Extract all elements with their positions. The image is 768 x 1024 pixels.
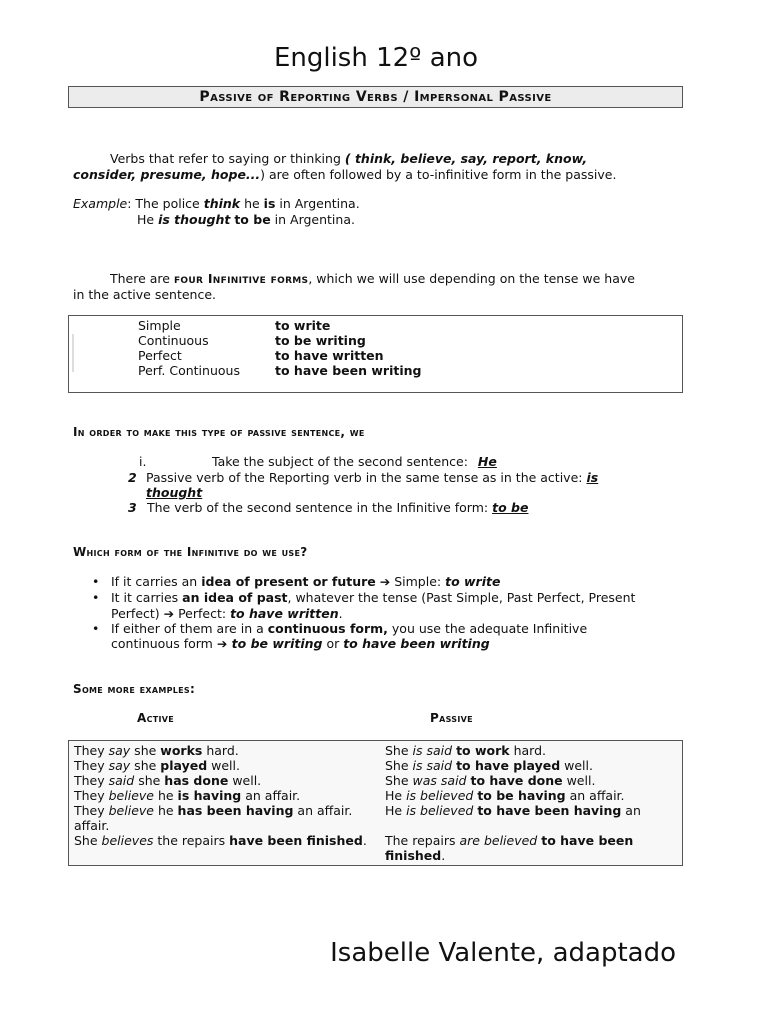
bullet-text: . <box>338 606 343 621</box>
step-number: 3 <box>128 500 137 515</box>
intro-verbs: ( think, believe, say, report, know, <box>344 151 588 166</box>
bullet-form: to have written <box>230 606 339 621</box>
step-number: 2 <box>128 470 137 485</box>
bullet-item-1 <box>111 574 500 590</box>
subtitle-banner: Passive of Reporting Verbs / Impersonal Passive <box>68 86 683 108</box>
margin-mark <box>72 334 74 372</box>
bullet-emphasis: an idea of past <box>182 590 288 605</box>
form-name: Perf. Continuous <box>138 363 240 378</box>
page-title: English 12º ano <box>273 43 479 73</box>
intro-line-2 <box>73 167 616 183</box>
bullet-item-2 <box>111 590 635 606</box>
form-value: to be writing <box>275 333 366 348</box>
bullet-emphasis: idea of present or future <box>201 574 376 589</box>
form-value: to have been writing <box>275 363 422 378</box>
step-answer: to be <box>492 500 529 515</box>
active-example: They believe he has been having an affair. <box>74 803 353 818</box>
bullet-icon: • <box>92 574 100 589</box>
step-1 <box>212 454 497 470</box>
active-example: They said she has done well. <box>74 773 262 788</box>
step-answer: thought <box>146 485 203 500</box>
active-example: They say she played well. <box>74 758 240 773</box>
bullet-emphasis: continuous form, <box>267 621 388 636</box>
step-text: Take the subject of the second sentence: <box>212 454 468 469</box>
step-number: i. <box>139 454 147 469</box>
form-name: Continuous <box>138 333 209 348</box>
example-text: He <box>137 212 159 227</box>
passive-example-cont: finished. <box>385 848 446 863</box>
forms-intro-emphasis: four Infinitive forms <box>173 271 309 286</box>
bullet-text: or <box>322 636 344 651</box>
active-example: They believe he is having an affair. <box>74 788 301 803</box>
example-line-2 <box>137 212 355 228</box>
bullet-text: Perfect) ➔ Perfect: <box>111 606 231 621</box>
bullet-icon: • <box>92 621 100 636</box>
examples-table <box>68 740 683 866</box>
intro-verbs-2: consider, presume, hope... <box>73 167 261 182</box>
step-3 <box>147 500 528 516</box>
bullet-form: ➔ to be writing <box>216 636 323 651</box>
bullet-text: ➔ Simple: <box>375 574 446 589</box>
step-text: The verb of the second sentence in the Infinitive form: <box>147 500 489 515</box>
bullet-text: If it carries an <box>111 574 202 589</box>
intro-text-2: ) are often followed by a to-infinitive form in the passive. <box>260 167 617 182</box>
forms-intro-text: There are <box>110 271 174 286</box>
bullet-item-3 <box>111 621 587 637</box>
example-text: he <box>240 196 264 211</box>
form-value: to have written <box>275 348 384 363</box>
example-text: in Argentina. <box>275 196 360 211</box>
footer-credit: Isabelle Valente, adaptado <box>330 938 676 968</box>
example-word: think <box>203 196 241 211</box>
bullet-icon: • <box>92 590 100 605</box>
active-example: She believes the repairs have been finished. <box>74 833 367 848</box>
passive-example: The repairs are believed to have been <box>385 833 634 848</box>
bullet-text: It it carries <box>111 590 183 605</box>
example-word: is <box>263 196 276 211</box>
step-answer: is <box>586 470 599 485</box>
passive-example: He is believed to be having an affair. <box>385 788 625 803</box>
steps-heading: In order to make this type of passive sentence, we <box>73 425 365 439</box>
which-heading: Which form of the Infinitive do we use? <box>73 545 308 559</box>
intro-line-1 <box>110 151 587 167</box>
step-answer: He <box>477 454 497 469</box>
example-word: is thought <box>158 212 231 227</box>
form-name: Simple <box>138 318 181 333</box>
passive-example: She was said to have done well. <box>385 773 596 788</box>
forms-intro-text: , which we will use depending on the tense we have <box>308 271 635 286</box>
bullet-form: to have been writing <box>343 636 490 651</box>
column-header-passive: Passive <box>430 711 473 725</box>
bullet-form: to write <box>445 574 501 589</box>
active-example-cont: affair. <box>74 818 110 833</box>
active-example: They say she works hard. <box>74 743 239 758</box>
example-text: : The police <box>127 196 204 211</box>
form-name: Perfect <box>138 348 182 363</box>
passive-example: She is said to have played well. <box>385 758 593 773</box>
example-word: to be <box>234 212 271 227</box>
form-value: to write <box>275 318 331 333</box>
forms-intro-line-1 <box>110 271 635 287</box>
intro-text: Verbs that refer to saying or thinking <box>110 151 345 166</box>
bullet-item-3-cont <box>111 636 490 652</box>
passive-example: He is believed to have been having an <box>385 803 641 818</box>
infinitive-forms-box <box>68 315 683 393</box>
bullet-text: , whatever the tense (Past Simple, Past Perfect, Present <box>287 590 636 605</box>
more-examples-heading: Some more examples: <box>73 682 196 696</box>
bullet-text: continuous form <box>111 636 217 651</box>
column-header-active: Active <box>137 711 175 725</box>
passive-example: She is said to work hard. <box>385 743 546 758</box>
step-text: Passive verb of the Reporting verb in the same tense as in the active: <box>146 470 583 485</box>
example-text: in Argentina. <box>270 212 355 227</box>
example-label: Example <box>73 196 128 211</box>
bullet-text: you use the adequate Infinitive <box>387 621 588 636</box>
forms-intro-line-2: in the active sentence. <box>73 287 216 302</box>
example-line-1 <box>73 196 360 212</box>
bullet-item-2-cont <box>111 606 343 622</box>
step-2 <box>146 470 598 486</box>
bullet-text: If either of them are in a <box>111 621 268 636</box>
